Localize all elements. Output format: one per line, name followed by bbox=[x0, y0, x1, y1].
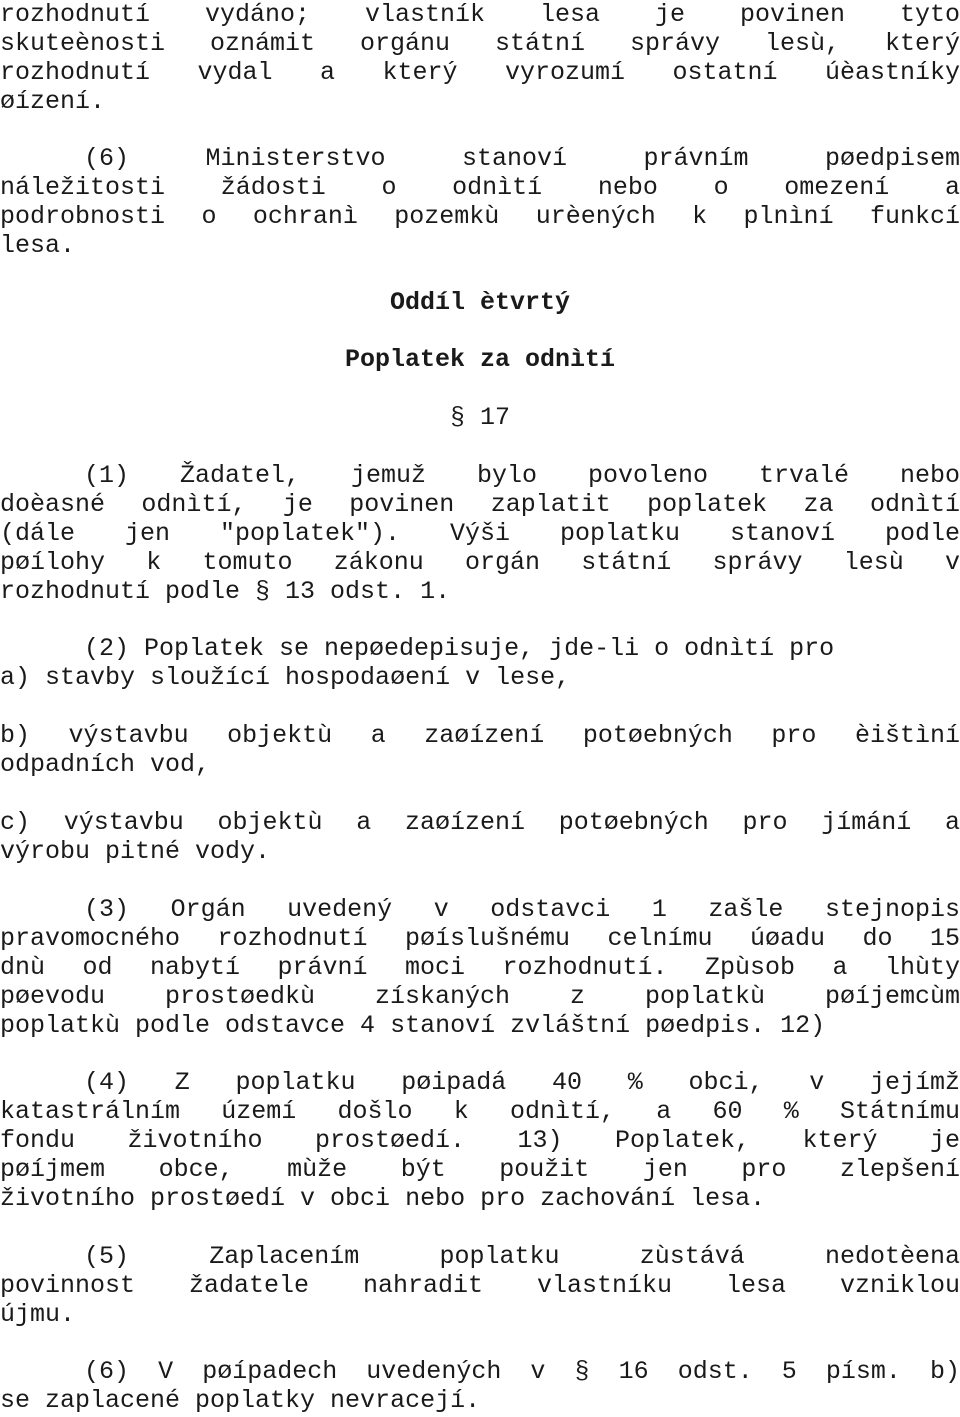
text-line: (3) Orgán uvedený v odstavci 1 zašle stejnopis bbox=[84, 895, 960, 924]
paragraph-number: § 17 bbox=[449, 403, 510, 432]
text-line: náležitosti žádosti o odnìtí nebo o omezení a bbox=[0, 173, 960, 202]
text-line: (5) Zaplacením poplatku zùstává nedotèena bbox=[84, 1242, 960, 1271]
text-line: životního prostøedí v obci nebo pro zachování lesa. bbox=[0, 1184, 766, 1213]
text-line: rozhodnutí vydáno; vlastník lesa je povinen tyto bbox=[0, 0, 960, 29]
text-line: pøíjmem obce, mùže být použit jen pro zlepšení bbox=[0, 1155, 960, 1184]
list-item: b) výstavbu objektù a zaøízení potøebných pro èištìní bbox=[0, 721, 960, 750]
text-line: pravomocného rozhodnutí pøíslušnému celnímu úøadu do 15 bbox=[0, 924, 960, 953]
text-line: (6) Ministerstvo stanoví právním pøedpisem bbox=[84, 144, 960, 173]
text-line: fondu životního prostøedí. 13) Poplatek, který je bbox=[0, 1126, 960, 1155]
text-line: odpadních vod, bbox=[0, 750, 211, 779]
text-line: øízení. bbox=[0, 87, 106, 116]
list-item: a) stavby sloužící hospodaøení v lese, bbox=[0, 663, 571, 692]
text-line: lesa. bbox=[0, 231, 76, 260]
text-line: se zaplacené poplatky nevracejí. bbox=[0, 1386, 481, 1415]
text-line: (6) V pøípadech uvedených v § 16 odst. 5 písm. b) bbox=[84, 1357, 960, 1386]
text-line: rozhodnutí podle § 13 odst. 1. bbox=[0, 577, 451, 606]
section-heading: Poplatek za odnìtí bbox=[344, 345, 616, 374]
text-line: výrobu pitné vody. bbox=[0, 837, 271, 866]
text-line: doèasné odnìtí, je povinen zaplatit poplatek za odnìtí bbox=[0, 490, 960, 519]
text-line: pøílohy k tomuto zákonu orgán státní správy lesù v bbox=[0, 548, 960, 577]
list-item: c) výstavbu objektù a zaøízení potøebných pro jímání a bbox=[0, 808, 960, 837]
text-line: (dále jen "poplatek"). Výši poplatku stanoví podle bbox=[0, 519, 960, 548]
text-line: katastrálním území došlo k odnìtí, a 60 % Státnímu bbox=[0, 1097, 960, 1126]
text-line: poplatkù podle odstavce 4 stanoví zvláštní pøedpis. 12) bbox=[0, 1011, 826, 1040]
division-title: Oddíl ètvrtý bbox=[389, 288, 571, 317]
text-line: (1) Žadatel, jemuž bylo povoleno trvalé nebo bbox=[84, 461, 960, 490]
text-line: podrobnosti o ochranì pozemkù urèených k plnìní funkcí bbox=[0, 202, 960, 231]
text-line: pøevodu prostøedkù získaných z poplatkù pøíjemcùm bbox=[0, 982, 960, 1011]
text-line: újmu. bbox=[0, 1300, 76, 1329]
text-line: (2) Poplatek se nepøedepisuje, jde-li o odnìtí pro bbox=[84, 634, 835, 663]
text-line: povinnost žadatele nahradit vlastníku lesa vzniklou bbox=[0, 1271, 960, 1300]
text-line: dnù od nabytí právní moci rozhodnutí. Zpùsob a lhùty bbox=[0, 953, 960, 982]
text-line: skuteènosti oznámit orgánu státní správy lesù, který bbox=[0, 29, 960, 58]
text-line: rozhodnutí vydal a který vyrozumí ostatní úèastníky bbox=[0, 58, 960, 87]
text-line: (4) Z poplatku pøipadá 40 % obci, v jejímž bbox=[84, 1068, 960, 1097]
